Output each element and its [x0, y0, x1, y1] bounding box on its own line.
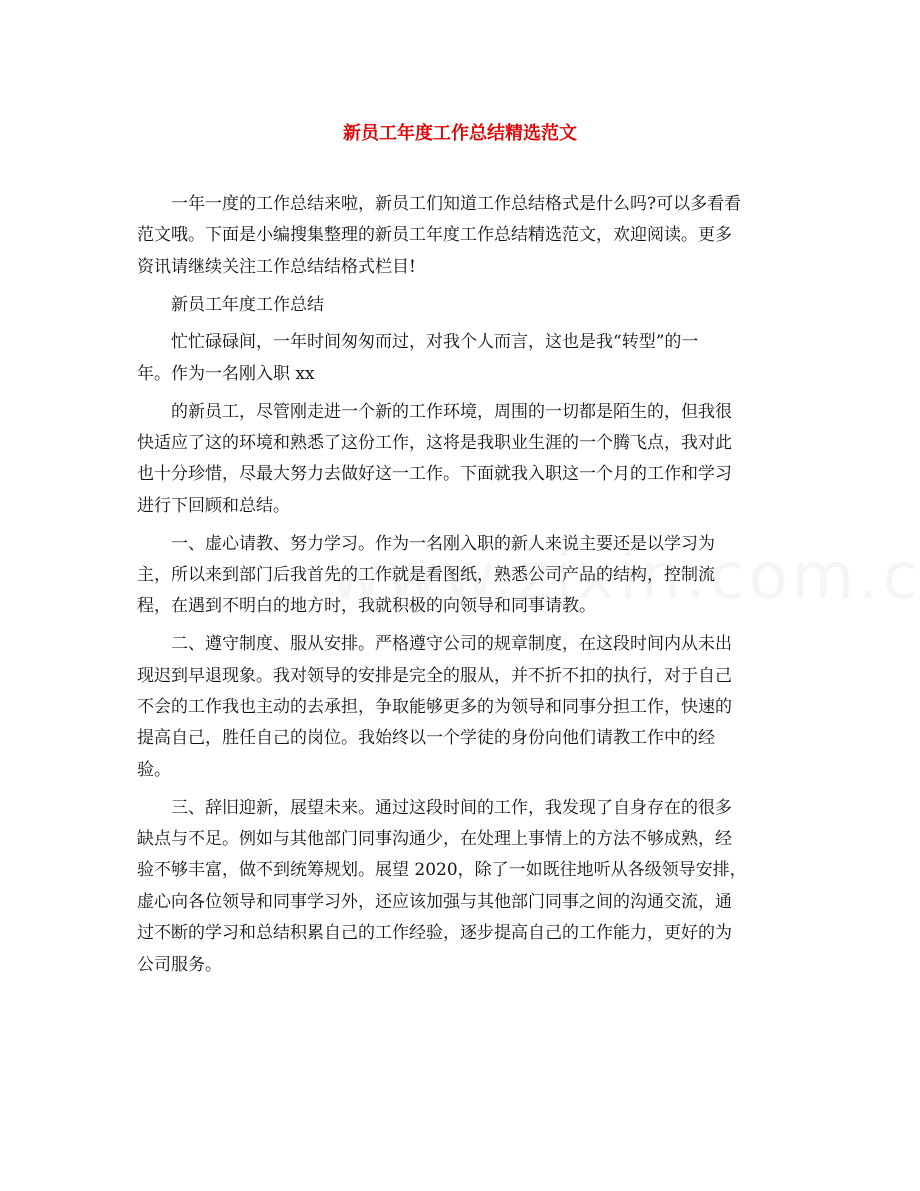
section-heading: 新员工年度工作总结 — [171, 294, 324, 315]
document-body — [137, 189, 784, 987]
document-title: 新员工年度工作总结精选范文 — [343, 123, 577, 144]
body-paragraph: 的新员工，尽管刚走进一个新的工作环境，周围的一切都是陌生的，但我很 快适应了这的环境和熟悉了这份工作，这将是我职业生涯的一个腾飞点，我对此 也十分珍惜，尽最大努力去做好这一工作。下面就我入职这一个月的工作和学习 进行下回顾和总结。 — [137, 401, 732, 516]
intro-paragraph: 一年一度的工作总结来啦，新员工们知道工作总结格式是什么吗?可以多看看 范文哦。下面是小编搜集整理的新员工年度工作总结精选范文，欢迎阅读。更多 资讯请继续关注工作总结结格式栏目! — [137, 194, 742, 277]
body-paragraph: 二、遵守制度、服从安排。严格遵守公司的规章制度，在这段时间内从未出 现迟到早退现象。我对领导的安排是完全的服从，并不折不扣的执行，对于自己 不会的工作我也主动的去承担，争取能够更多的为领导和同事分担工作，快速的 提高自己，胜任自己的岗位。我始终以一个学徒的身份向他们请教工作中的经 验。 — [137, 634, 732, 780]
body-paragraph: 三、辞旧迎新，展望未来。通过这段时间的工作，我发现了自身存在的很多 缺点与不足。例如与其他部门同事沟通少，在处理上事情上的方法不够成熟，经 验不够丰富，做不到统筹规划。展望 2020，除了一如既往地听从各级领导安排， 虚心向各位领导和同事学习外，还应该加强与其他部门同事之间的沟通交流，通 过不断的学习和总结积累自己的工作经验，逐步提高自己的工作能力，更好的为 公司服务。 — [137, 797, 747, 975]
body-paragraph: 一、虚心请教、努力学习。作为一名刚入职的新人来说主要还是以学习为 主，所以来到部门后我首先的工作就是看图纸，熟悉公司产品的结构，控制流 程，在遇到不明白的地方时，我就积极的向领导和同事请教。 — [137, 533, 715, 617]
body-paragraph: 忙忙碌碌间，一年时间匆匆而过，对我个人而言，这也是我“转型”的一 年。作为一名刚入职 xx — [137, 332, 699, 384]
